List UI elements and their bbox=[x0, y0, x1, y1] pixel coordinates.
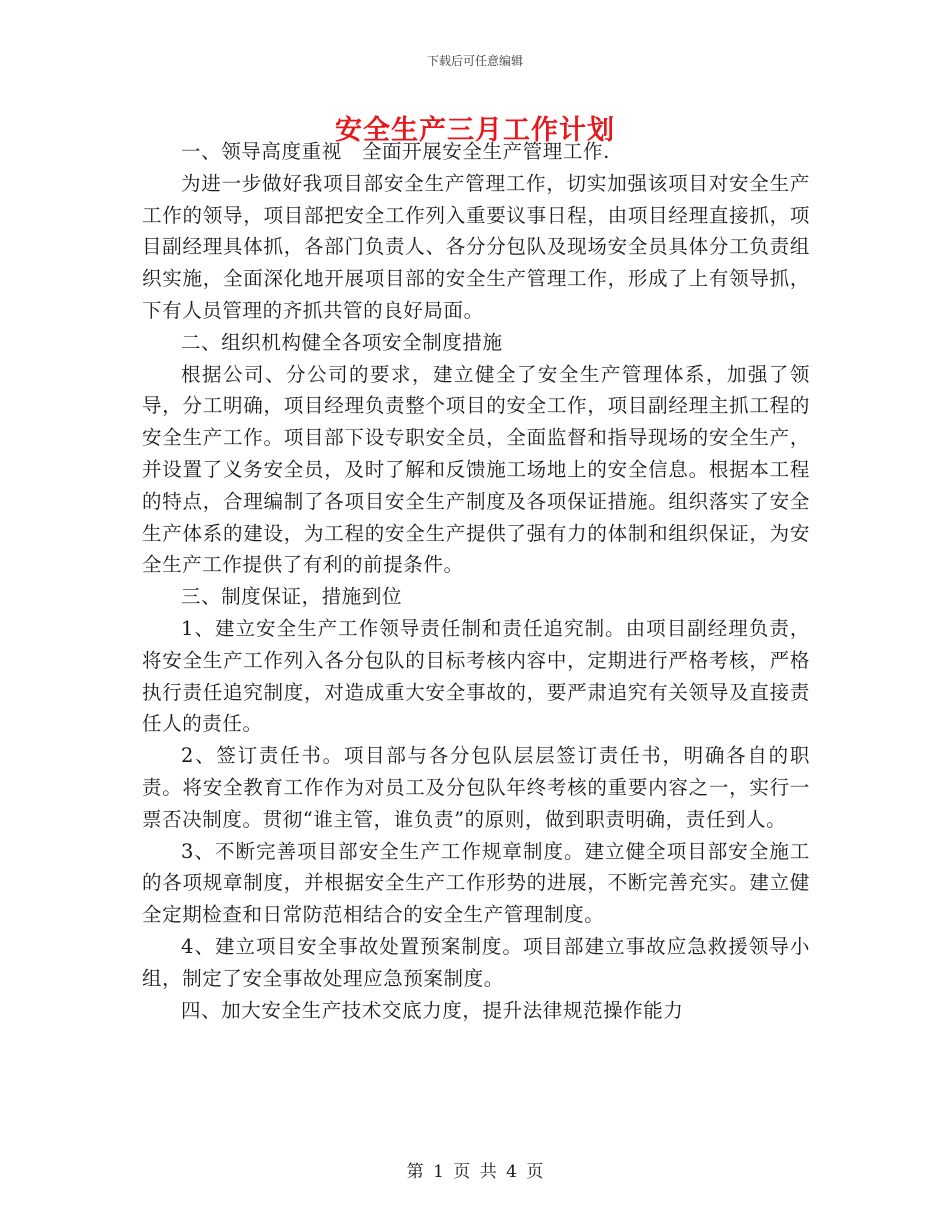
paragraph: 1、建立安全生产工作领导责任制和责任追究制。由项目副经理负责，将安全生产工作列入各分包队的目标考核内容中，定期进行严格考核，严格执行责任追究制度，对造成重大安全事故的，要严肃追究有关领导及直接责任人的责任。 bbox=[142, 616, 810, 736]
page-number: 第 1 页 共 4 页 bbox=[406, 1162, 544, 1182]
document-body bbox=[142, 136, 810, 1026]
section-heading-1: 一、领导高度重视 全面开展安全生产管理工作. bbox=[181, 140, 610, 163]
section-heading-3: 三、制度保证，措施到位 bbox=[181, 585, 403, 609]
document-title: 安全生产三月工作计划 bbox=[335, 115, 615, 146]
section-heading-2: 二、组织机构健全各项安全制度措施 bbox=[181, 330, 503, 354]
page-header-note: 下载后可任意编辑 bbox=[426, 54, 523, 68]
paragraph: 为进一步做好我项目部安全生产管理工作，切实加强该项目对安全生产工作的领导，项目部把安全工作列入重要议事日程，由项目经理直接抓，项目副经理具体抓，各部门负责人、各分分包队及现场安全员具体分工负责组织实施，全面深化地开展项目部的安全生产管理工作，形成了上有领导抓，下有人员管理的齐抓共管的良好局面。 bbox=[142, 171, 810, 322]
paragraph: 2、签订责任书。项目部与各分包队层层签订责任书，明确各自的职责。将安全教育工作作为对员工及分包队年终考核的重要内容之一，实行一票否决制度。贯彻“谁主管，谁负责”的原则，做到职责明确，责任到人。 bbox=[142, 744, 810, 831]
paragraph: 根据公司、分公司的要求，建立健全了安全生产管理体系，加强了领导，分工明确，项目经理负责整个项目的安全工作，项目副经理主抓工程的安全生产工作。项目部下设专职安全员，全面监督和指导现场的安全生产，并设置了义务安全员，及时了解和反馈施工场地上的安全信息。根据本工程的特点，合理编制了各项目安全生产制度及各项保证措施。组织落实了安全生产体系的建设，为工程的安全生产提供了强有力的体制和组织保证，为安全生产工作提供了有利的前提条件。 bbox=[142, 362, 810, 577]
section-heading-4: 四、加大安全生产技术交底力度，提升法律规范操作能力 bbox=[181, 998, 684, 1022]
paragraph: 4、建立项目安全事故处置预案制度。项目部建立事故应急救援领导小组，制定了安全事故处理应急预案制度。 bbox=[142, 934, 810, 990]
paragraph: 3、不断完善项目部安全生产工作规章制度。建立健全项目部安全施工的各项规章制度，并根据安全生产工作形势的进展，不断完善充实。建立健全定期检查和日常防范相结合的安全生产管理制度。 bbox=[142, 839, 810, 927]
